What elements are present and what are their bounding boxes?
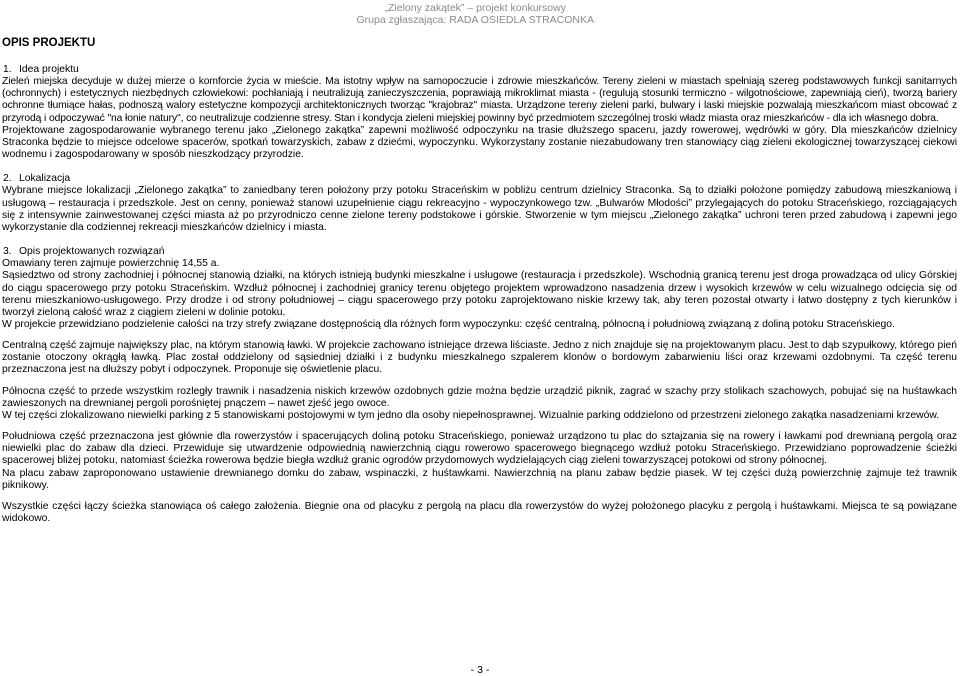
paragraph: Północna część to przede wszystkim rozległy trawnik i nasadzenia niskich krzewów ozdobnych gdzie można będzie urządzić piknik, zagrać w szachy przy stolikach szachowych, pobujać się na huśtawkach zawieszonych na drewnianej pergoli porośniętej pnączem – nawet zjeść jego owoce.	[2, 385, 957, 409]
paragraph: Na placu zabaw zaproponowano ustawienie drewnianego domku do zabaw, wspinaczki, z huśtawkami. Nawierzchnią na planu zabaw będzie piasek. W tej części dużą powierzchnię zajmuje też trawnik piknikowy.	[2, 467, 957, 491]
section-number: 3.	[3, 246, 12, 258]
paragraph: Projektowane zagospodarowanie wybranego terenu jako „Zielonego zakątka” zapewni możliwość odpoczynku na trasie dłuższego spaceru, jazdy rowerowej, wędrówki w góry. Dla mieszkańców dzielnicy Straconka będzie to miejsce odcelowe spacerów, spotkań towarzyskich, zabaw z dziećmi, wypoczynku. Wykorzystany zostanie niezabudowany tren stanowiący ciąg zieleni ekologicznej towarzyszącej ciekowi wodnemu i zagospodarowany w sposób nieszkodzący przyrodzie.	[2, 124, 957, 161]
spacer	[2, 377, 957, 386]
spacer	[2, 161, 957, 173]
spacer	[2, 492, 957, 501]
section-title: Lokalizacja	[19, 173, 71, 185]
section-title: Idea projektu	[19, 64, 79, 75]
page-header	[356, 2, 594, 26]
section-number: 2.	[3, 173, 12, 185]
paragraph: Zieleń miejska decyduje w dużej mierze o komforcie życia w mieście. Ma istotny wpływ na samopoczucie i zdrowie mieszkańców. Tereny zieleni w miastach spełniają szereg podstawowych funkcji sanitarnych (ochronnych) i estetycznych niezbędnych człowiekowi: pochłaniają i neutralizują zanieczyszczenia, poprawiają mikroklimat miasta - (regulują stosunki termiczno - wilgotnościowe, zapewniają cień), tworzą bariery ochronne tłumiące hałas, podnoszą walory estetyczne kompozycji architektonicznych tworząc "krajobraz" miasta. Urządzone tereny zieleni parki, bulwary i laski miejskie pozwalają mieszkańcom miast obcować z przyrodą i odpoczywać "na łonie natury", co neutralizuje codzienne stresy. Stan i kondycja zieleni miejskiej powinny być przedmiotem szczególnej troski władz miasta oraz mieszkańców - dla ich własnego dobra.	[2, 76, 957, 124]
paragraph: Wszystkie części łączy ścieżka stanowiąca oś całego założenia. Biegnie ona od placyku z pergolą na placu dla rowerzystów do wyżej położonego placyku z pergolą i huśtawkami. Miejsca te są powiązane widokowo.	[2, 500, 957, 524]
document-body	[2, 64, 957, 525]
paragraph: Wybrane miejsce lokalizacji „Zielonego zakątka” to zaniedbany teren położony przy potoku Straceńskim w pobliżu centrum dzielnicy Straconka. Są to działki położone pomiędzy zabudową mieszkaniową i usługową – restauracja i przedszkole. Jest on cenny, ponieważ stanowi uzupełnienie ciągu rekreacyjno - wypoczynkowego tzw. „Bulwarów Młodości” przylegających do potoku Straceńskiego, rozciągających się z intensywnie zainwestowanej części miasta aż po przyrodniczo cenne zielone tereny podstokowe i górskie. Stworzenie w tym miejscu „Zielonego zakątka” uchroni teren przed zabudową i zapewni jego wykorzystanie dla codziennej rekreacji mieszkańców dzielnicy i miasta.	[2, 185, 957, 233]
paragraph: Centralną część zajmuje największy plac, na którym stanowią ławki. W projekcie zachowano istniejące drzewa liściaste. Jedno z nich znajduje się na projektowanym placu. Jest to dąb szypułkowy, którego pień zostanie otoczony okrągłą ławką. Plac został oddzielony od sąsiedniej działki i z budynku mieszkalnego szpalerem klonów o bordowym zabarwieniu liści oraz krzewami ozdobnymi. Ta część terenu przeznaczona jest na dłuższy pobyt i odpoczynek. Proponuje się oświetlenie placu.	[2, 340, 957, 376]
section-heading-location	[2, 173, 957, 185]
section-title: Opis projektowanych rozwiązań	[19, 246, 165, 258]
paragraph: W projekcie przewidziano podzielenie całości na trzy strefy związane dostępnością dla różnych form wypoczynku: część centralną, północną i południową związaną z doliną potoku Straceńskiego.	[2, 318, 895, 330]
section-number: 1.	[3, 64, 12, 75]
document-title: OPIS PROJEKTU	[2, 37, 96, 49]
spacer	[2, 331, 957, 340]
paragraph: Omawiany teren zajmuje powierzchnię 14,55 a.	[2, 258, 220, 270]
paragraph: Sąsiedztwo od strony zachodniej i północnej stanowią działki, na których istnieją budynki mieszkalne i usługowe (restauracja i przedszkole). Wschodnią granicą terenu jest droga prowadząca od ulicy Górskiej do ciągu spacerowego przy potoku Straceńskim. Wzdłuż północnej i zachodniej granicy terenu objętego projektem wprowadzono nasadzenia drzew i wysokich krzewów w celu wizualnego odcięcia się od terenu mieszkaniowo-usługowego. Przy drodze i od strony południowej – ciągu spacerowego przy potoku zaprojektowano niskie krzewy tak, aby teren pozostał otwarty i łatwo dostępny z tych kierunków i tworzył zieloną całość wraz z ciągiem zieleni w dolinie potoku.	[2, 270, 957, 318]
paragraph: Południowa część przeznaczona jest głównie dla rowerzystów i spacerujących doliną potoku Straceńskiego, ponieważ urządzono tu plac do sztajzania się na rowery i ławkami pod drewnianą pergolą oraz niewielki plac do zabaw dla dzieci. Przewiduje się utwardzenie odpowiednią nawierzchnią ciągu rowerowo spacerowego biegnącego wzdłuż potoku Straceńskiego. Przewidziano poprowadzenie ścieżki spacerowej bliżej potoku, natomiast ścieżka rowerowa będzie biegła wzdłuż granic ogrodów przydomowych wydzielających ciąg zieleni towarzyszącej potokowi od strony północnej.	[2, 431, 957, 467]
paragraph: W tej części zlokalizowano niewielki parking z 5 stanowiskami postojowymi w tym jedno dla osoby niepełnosprawnej. Wizualnie parking oddzielono od przestrzeni zielonego zakątka nasadzeniami krzewów.	[2, 409, 940, 421]
spacer	[2, 422, 957, 431]
spacer	[2, 234, 957, 246]
header-group: Grupa zgłaszająca: RADA OSIEDLA STRACONKA	[356, 14, 594, 26]
section-heading-idea	[2, 64, 957, 76]
page-number: - 3 -	[470, 664, 490, 676]
section-heading-solutions	[2, 246, 957, 258]
header-project-title: „Zielony zakątek” – projekt konkursowy	[384, 2, 566, 14]
